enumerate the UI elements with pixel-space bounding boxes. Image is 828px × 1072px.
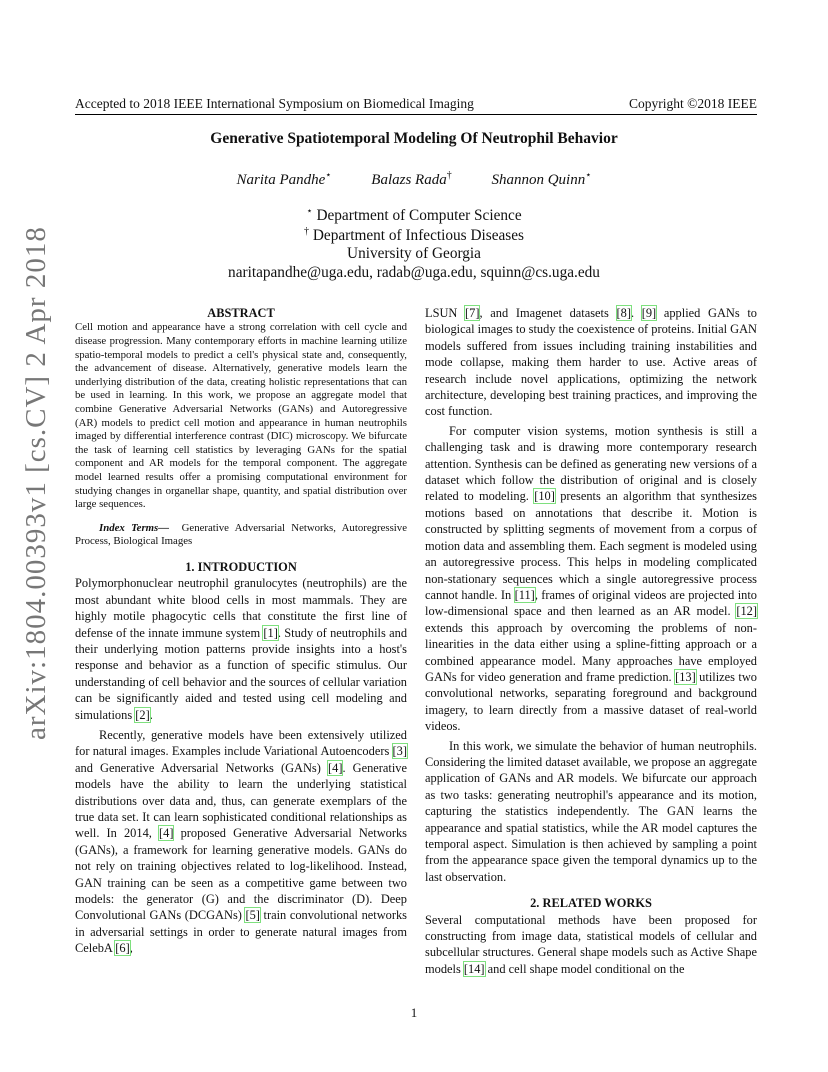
author-emails: naritapandhe@uga.edu, radab@uga.edu, squinn@cs.uga.edu xyxy=(228,264,600,281)
index-terms: Index Terms— Generative Adversarial Networks, Autoregressive Process, Biological Images xyxy=(75,521,407,548)
paper-title: Generative Spatiotemporal Modeling Of Neutrophil Behavior xyxy=(210,130,618,147)
citation-link[interactable]: [8] xyxy=(616,306,631,320)
affiliation-1: ⋆ Department of Computer Science xyxy=(306,206,522,225)
citation-link[interactable]: [1] xyxy=(263,625,278,640)
abstract-text: Cell motion and appearance have a strong correlation with cell cycle and disease progression. Many contemporary efforts in machine learning utilize spatio-temporal models to predict a cell's physical state and, consequently, the advancement of disease. Alternatively, generative models learn the underlying distribution of the data, creating holistic representations that can be used in learning. In this work, we propose an aggregate model that combine Generative Adversarial Networks (GANs) and Autoregressive (AR) models to predict cell motion and appearance in human neutrophils imaged by differential interference contrast (DIC) microscopy. We bifurcate the task of learning cell statistics by leveraging GANs for the spatial component and AR models for the temporal component. The aggregate model learned results offer a promising computational environment for studying changes in organellar shape, quantity, and spatial distribution over large sequences. xyxy=(75,321,407,511)
citation-link[interactable]: [13] xyxy=(675,669,696,684)
citation-link[interactable]: [11] xyxy=(514,587,535,602)
left-column xyxy=(75,305,407,957)
related-works-paragraph: Several computational methods have been proposed for constructing from image data, statistical models of cellular and subcellular structures. General shape models such as Active Shape models [14] and cell shape model conditional on the xyxy=(425,912,757,976)
citation-link[interactable]: [2] xyxy=(135,707,150,722)
running-header-right: Copyright ©2018 IEEE xyxy=(629,96,757,111)
citation-link[interactable]: [6] xyxy=(115,941,130,956)
citation-link[interactable]: [3] xyxy=(392,744,407,759)
running-header-left: Accepted to 2018 IEEE International Symposium on Biomedical Imaging xyxy=(75,96,474,111)
abstract-heading: ABSTRACT xyxy=(207,306,275,320)
arxiv-identifier: arXiv:1804.00393v1 [cs.CV] 2 Apr 2018 xyxy=(20,226,52,740)
affiliation-2: † Department of Infectious Diseases xyxy=(304,226,524,245)
right-column xyxy=(425,305,757,977)
header-rule xyxy=(75,114,757,115)
university: University of Georgia xyxy=(347,245,481,262)
right-paragraph-2: For computer vision systems, motion synthesis is still a challenging task and is drawing more contemporary research attention. Synthesis can be defined as generating new versions of a dataset which follow the distribution of original and is closely related to modeling. [10] presents an algorithm that synthesizes motions based on annotations that describe it. Motion is constructed by splitting segments of movement from a corpus of motion data and assembling them. Each segment is modeled using an autoregressive process. This helps in modeling complicated non-stationary sequences which a single autoregressive process cannot handle. In [11], frames of original videos are projected into low-dimensional space and then learned as an AR model. [12] extends this approach by overcoming the problems of non-linearities in the data either using a spline-fitting approach or a combined appearance model. Many approaches have employed GANs for video generation and frame prediction. [13] utilizes two convolutional networks, separating foreground and background imagery, to learn directly from a massive dataset of real-world videos. xyxy=(425,423,757,734)
author-list xyxy=(0,170,828,189)
related-works-heading: 2. RELATED WORKS xyxy=(530,896,652,911)
right-paragraph-1: LSUN [7], and Imagenet datasets [8]. [9] applied GANs to biological images to study the coexistence of proteins. Initial GAN models suffered from issues including training instabilities and mode collapse, making them harder to use. Active areas of research include novel applications, optimizing the network architecture, developing best training practices, and improving the cost function. xyxy=(425,306,757,419)
citation-link[interactable]: [10] xyxy=(534,489,555,504)
intro-paragraph-1: Polymorphonuclear neutrophil granulocytes (neutrophils) are the most abundant white blood cells in most mammals. They are highly motile phagocytic cells that constitute the first line of defense of the innate immune system [1]. Study of neutrophils and their underlying motion patterns provide insights into a host's response and behavior as a function of specific stimulus. Our understanding of cell behavior and the sources of cellular variation can be significantly aided and tested using cell modeling and simulations [2]. xyxy=(75,576,408,722)
citation-link[interactable]: [7] xyxy=(465,306,480,320)
citation-link[interactable]: [5] xyxy=(245,908,260,923)
citation-link[interactable]: [12] xyxy=(736,604,757,619)
intro-heading: 1. INTRODUCTION xyxy=(185,559,297,574)
citation-link[interactable]: [14] xyxy=(463,961,485,976)
author-1: Narita Pandhe⋆ xyxy=(236,170,332,188)
citation-link[interactable]: [4] xyxy=(328,760,343,775)
citation-link[interactable]: [4] xyxy=(159,826,174,841)
intro-paragraph-2: Recently, generative models have been extensively utilized for natural images. Examples include Variational Autoencoders [3] and Generative Adversarial Networks (GANs) [4]. Generative models have the ability to learn the underlying statistical distributions over data and, thus, can generate exemplars of the true data set. It can learn sophisticated conditional relationships as well. In 2014, [4] proposed Generative Adversarial Networks (GANs), a framework for learning generative models. GANs do not rely on training objectives related to log-likelihood. Instead, GAN training can be seen as a competitive game between two models: the generator (G) and the discriminator (D). Deep Convolutional GANs (DCGANs) [5] train convolutional networks in adversarial settings in order to generate natural images from CelebA [6], xyxy=(75,727,408,956)
citation-link[interactable]: [9] xyxy=(641,306,657,320)
right-paragraph-3: In this work, we simulate the behavior of human neutrophils. Considering the limited dataset available, we propose an aggregate application of GANs and AR models. We bifurcate our approach as two tasks: generating neutrophil's appearance and its motion, capturing the statistics independently. The GAN learns the appearance and spatial statistics, while the AR model captures the temporal aspect. Simulation is then achieved by sampling a point from the appearance space given the temporal dynamics up to the last observation. xyxy=(425,738,757,884)
author-3: Shannon Quinn⋆ xyxy=(491,170,592,188)
author-2: Balazs Rada† xyxy=(371,170,452,188)
page-number: 1 xyxy=(410,1005,418,1020)
